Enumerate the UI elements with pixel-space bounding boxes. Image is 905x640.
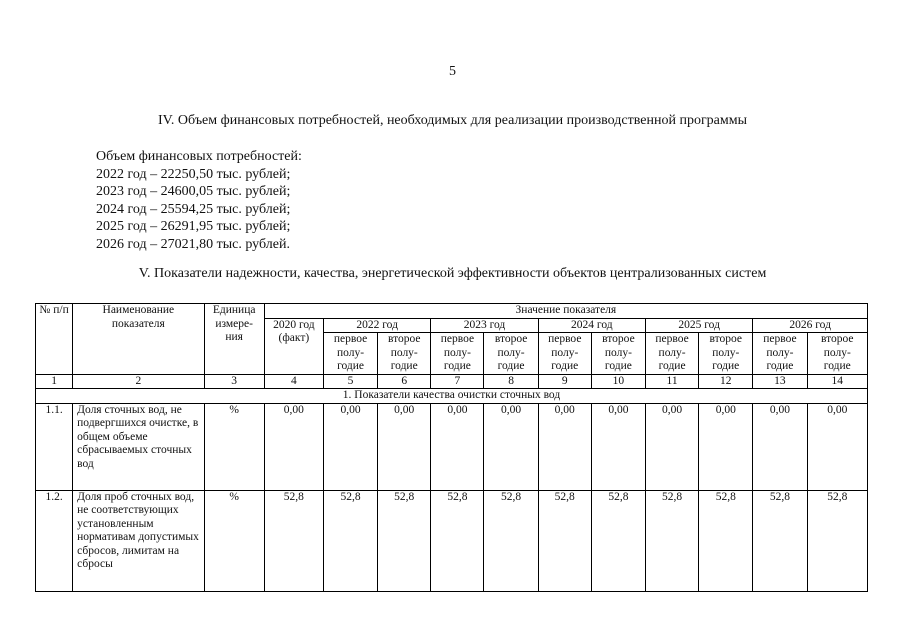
page-number: 5 — [449, 64, 456, 79]
row-value: 0,00 — [323, 403, 377, 490]
section-4-title: IV. Объем финансовых потребностей, необходимых для реализации производственной программы — [157, 113, 748, 128]
row-value: 52,8 — [646, 490, 699, 591]
column-number: 10 — [591, 374, 645, 389]
column-number: 11 — [646, 374, 699, 389]
finance-line: 2024 год – 25594,25 тыс. рублей; — [96, 201, 291, 217]
header-row-top — [36, 304, 868, 319]
row-value: 0,00 — [646, 403, 699, 490]
column-number: 2 — [73, 374, 204, 389]
row-value: 52,8 — [807, 490, 867, 591]
row-value: 52,8 — [484, 490, 538, 591]
header-first-half: первое полу- годие — [323, 333, 377, 375]
column-number: 5 — [323, 374, 377, 389]
row-value: 52,8 — [538, 490, 591, 591]
header-year: 2024 год — [538, 318, 645, 333]
indicators-table — [35, 303, 868, 592]
header-first-half: первое полу- годие — [753, 333, 807, 375]
column-number: 9 — [538, 374, 591, 389]
column-number: 6 — [378, 374, 431, 389]
column-number: 12 — [699, 374, 753, 389]
row-number: 1.1. — [36, 403, 73, 490]
row-value: 0,00 — [807, 403, 867, 490]
row-unit: % — [204, 403, 264, 490]
header-first-half: первое полу- годие — [431, 333, 484, 375]
column-number: 1 — [36, 374, 73, 389]
row-value: 52,8 — [753, 490, 807, 591]
row-number: 1.2. — [36, 490, 73, 591]
row-unit: % — [204, 490, 264, 591]
header-first-half: первое полу- годие — [538, 333, 591, 375]
column-number: 4 — [264, 374, 323, 389]
column-numbers-row — [36, 374, 868, 389]
header-second-half: второе полу- годие — [378, 333, 431, 375]
finance-line: 2022 год – 22250,50 тыс. рублей; — [96, 166, 291, 182]
header-second-half: второе полу- годие — [699, 333, 753, 375]
row-value: 52,8 — [431, 490, 484, 591]
row-name: Доля проб сточных вод, не соответствующих установленным нормативам допустимых сбросов, лимитам на сбросы — [73, 490, 204, 591]
column-number: 13 — [753, 374, 807, 389]
header-year: 2025 год — [646, 318, 753, 333]
header-value: Значение показателя — [264, 304, 867, 319]
row-value: 0,00 — [753, 403, 807, 490]
group-title: 1. Показатели качества очистки сточных вод — [36, 389, 868, 404]
column-number: 7 — [431, 374, 484, 389]
header-num: № п/п — [36, 304, 73, 375]
column-number: 3 — [204, 374, 264, 389]
row-value: 0,00 — [378, 403, 431, 490]
finance-intro: Объем финансовых потребностей: — [96, 149, 302, 164]
row-value: 0,00 — [591, 403, 645, 490]
row-value: 52,8 — [591, 490, 645, 591]
header-first-half: первое полу- годие — [646, 333, 699, 375]
row-value: 52,8 — [699, 490, 753, 591]
row-value: 52,8 — [378, 490, 431, 591]
section-5-title: V. Показатели надежности, качества, энергетической эффективности объектов централизованных систем — [138, 266, 767, 281]
row-value: 0,00 — [431, 403, 484, 490]
row-value: 52,8 — [264, 490, 323, 591]
header-second-half: второе полу- годие — [591, 333, 645, 375]
header-year: 2022 год — [323, 318, 430, 333]
finance-line: 2023 год – 24600,05 тыс. рублей; — [96, 184, 291, 199]
header-year: 2026 год — [753, 318, 868, 333]
header-unit: Единица измере- ния — [204, 304, 264, 375]
table-row — [36, 490, 868, 591]
header-second-half: второе полу- годие — [807, 333, 867, 375]
row-value: 0,00 — [484, 403, 538, 490]
group-row — [36, 389, 868, 404]
row-name: Доля сточных вод, не подвергшихся очистке, в общем объеме сбрасываемых сточных вод — [73, 403, 204, 490]
row-value: 0,00 — [699, 403, 753, 490]
column-number: 8 — [484, 374, 538, 389]
row-value: 52,8 — [323, 490, 377, 591]
finance-list — [96, 148, 302, 253]
header-year: 2023 год — [431, 318, 538, 333]
finance-line: 2026 год – 27021,80 тыс. рублей. — [96, 236, 290, 252]
table-row — [36, 403, 868, 490]
row-value: 0,00 — [538, 403, 591, 490]
header-2020: 2020 год (факт) — [264, 318, 323, 374]
header-second-half: второе полу- годие — [484, 333, 538, 375]
header-name: Наименование показателя — [73, 304, 204, 375]
row-value: 0,00 — [264, 403, 323, 490]
finance-line: 2025 год – 26291,95 тыс. рублей; — [96, 219, 291, 234]
column-number: 14 — [807, 374, 867, 389]
